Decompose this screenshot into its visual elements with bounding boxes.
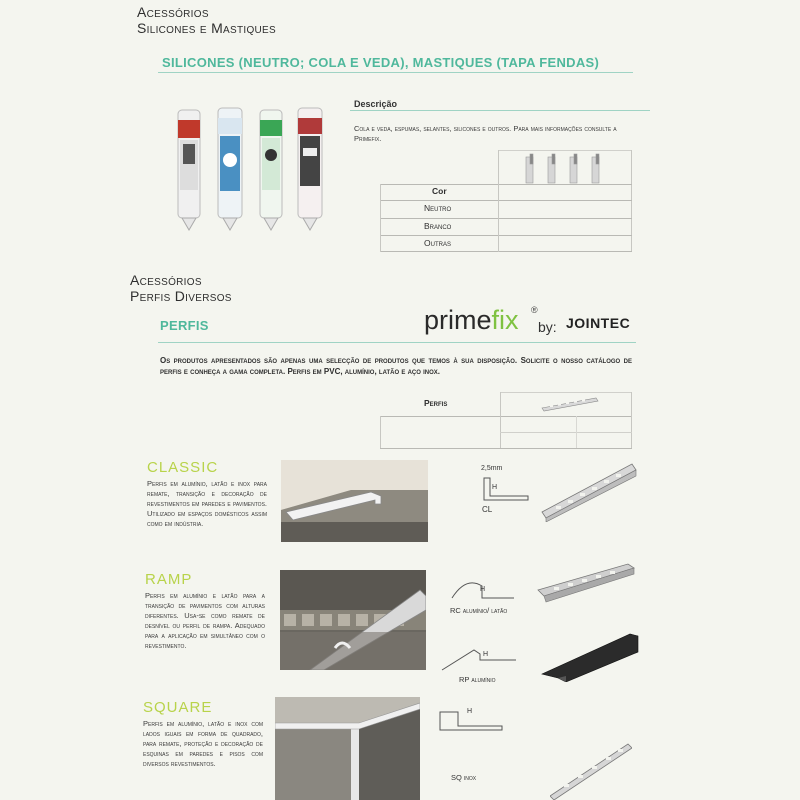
color-row-branco: Branco [424, 221, 452, 231]
product-title-classic: CLASSIC [147, 459, 219, 476]
section2-title-underline [158, 342, 636, 343]
section2-heading-line2: Perfis Diversos [130, 288, 232, 304]
section1-heading [137, 4, 276, 36]
color-row-neutro: Neutro [424, 203, 452, 213]
registered-icon: ® [531, 305, 538, 315]
perfis-table [380, 392, 632, 449]
description-underline [350, 110, 650, 111]
cartridge-icons [520, 153, 630, 185]
classic-profile-image [538, 462, 638, 522]
section1-title: SILICONES (NEUTRO; COLA E VEDA), MASTIQUES (TAPA FENDAS) [162, 55, 600, 70]
logo-by: by: [538, 319, 557, 335]
section1-title-underline [158, 72, 633, 73]
profile-strip-icon [540, 396, 600, 412]
classic-profile-diagram [476, 476, 536, 506]
product-desc-square: Perfis em alumínio, latão e inox com lados iguais em forma de quadrado, para remate, proteção e decoração de esquinas em paredes e pisos com diversos revestimentos. [143, 719, 263, 768]
ramp-rp-code-label: RP alumínio [459, 675, 496, 684]
square-h-label: H [467, 708, 473, 715]
square-photo [275, 697, 420, 800]
logo-prime: prime [424, 305, 492, 335]
section1-heading-line1: Acessórios [137, 4, 209, 20]
ramp-photo [280, 570, 426, 670]
description-text: Cola e veda, espumas, selantes, silicones e outros. Para mais informações consulte a Primefix. [354, 124, 617, 143]
product-title-square: SQUARE [143, 699, 213, 716]
section2-heading-line1: Acessórios [130, 272, 202, 288]
classic-photo [281, 460, 428, 542]
section2-heading [130, 272, 232, 304]
ramp-rp-diagram [440, 644, 520, 674]
ramp-rc-h-label: H [480, 586, 486, 593]
product-desc-ramp: Perfis em alumínio e latão para a transição de pavimentos com alturas diferentes. Usa-se como remate de desnível ou perfil de rampa. Adequado para a aplicação em simultâneo com o revestimento. [145, 591, 265, 650]
color-row-outras: Outras [424, 238, 451, 248]
silicone-tubes-image [170, 100, 330, 235]
perfis-table-header: Perfis [424, 398, 448, 408]
description-label: Descrição [354, 99, 398, 109]
section2-title: PERFIS [160, 318, 209, 333]
primefix-logo [424, 305, 634, 345]
color-table-header: Cor [432, 186, 447, 196]
classic-dim-label: 2,5mm [481, 465, 503, 472]
ramp-rp-h-label: H [483, 651, 489, 658]
ramp-rc-profile-image [536, 560, 636, 605]
product-desc-classic: Perfis em alumínio, latão e inox para remate, transição e decoração de revestimentos em paredes e pavimentos. Utilizado em espaços domésticos assim como em indústria. [147, 479, 267, 528]
classic-h-label: H [492, 484, 498, 491]
ramp-rp-profile-image [540, 630, 640, 682]
square-profile-image [550, 738, 632, 800]
classic-code-label: CL [482, 505, 493, 514]
section2-intro: Os produtos apresentados são apenas uma selecção de produtos que temos à sua disposição. Solicite o nosso catálogo de perfis e conheça a gama completa. Perfis em PVC, alumínio, latão e aço inox. [160, 356, 632, 376]
color-table [380, 150, 632, 252]
square-code-label: SQ inox [451, 773, 477, 782]
logo-fix: fix [491, 305, 519, 335]
section1-heading-line2: Silicones e Mastiques [137, 20, 276, 36]
ramp-rc-code-label: RC alumínio/ latão [450, 606, 508, 615]
logo-jointec: JOINTEC [566, 315, 631, 331]
product-title-ramp: RAMP [145, 571, 193, 588]
